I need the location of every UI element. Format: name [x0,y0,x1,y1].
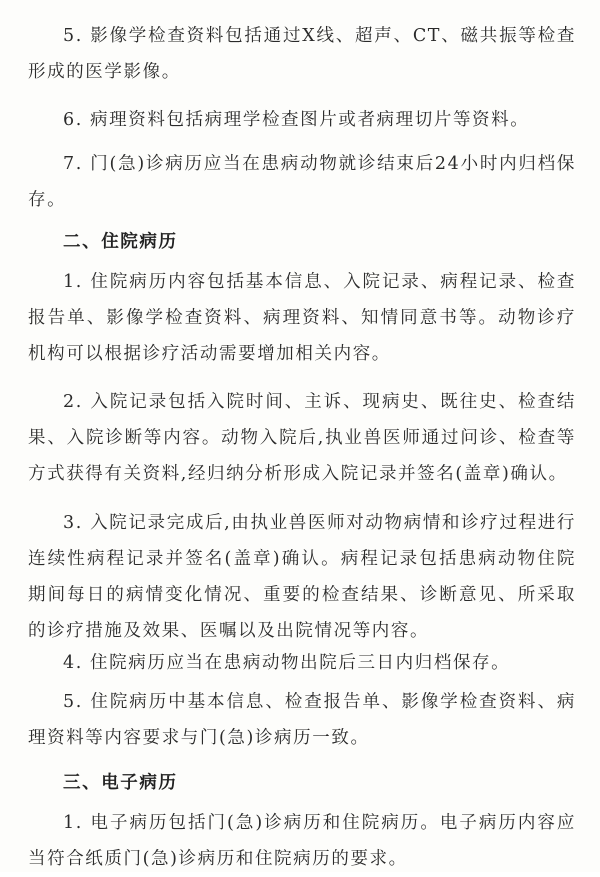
paragraph-pathology-data: 6. 病理资料包括病理学检查图片或者病理切片等资料。 [63,110,530,130]
paragraph-inpatient-consistency: 5. 住院病历中基本信息、检查报告单、影像学检查资料、病理资料等内容要求与门(急)诊病历一致。 [28,692,576,748]
paragraph-progress-record: 3. 入院记录完成后,由执业兽医师对动物病情和诊疗过程进行连续性病程记录并签名(盖章)确认。病程记录包括患病动物住院期间每日的病情变化情况、重要的检查结果、诊断意见、所采取的诊疗措施及效果、医嘱以及出院情况等内容。 [28,513,576,641]
section-heading-inpatient: 二、住院病历 [63,232,178,252]
paragraph-inpatient-content: 1. 住院病历内容包括基本信息、入院记录、病程记录、检查报告单、影像学检查资料、病理资料、知情同意书等。动物诊疗机构可以根据诊疗活动需要增加相关内容。 [28,272,576,364]
paragraph-inpatient-archive: 4. 住院病历应当在患病动物出院后三日内归档保存。 [63,653,511,673]
section-heading-electronic: 三、电子病历 [63,773,178,793]
paragraph-imaging-data: 5. 影像学检查资料包括通过X线、超声、CT、磁共振等检查形成的医学影像。 [28,26,576,82]
paragraph-electronic-records: 1. 电子病历包括门(急)诊病历和住院病历。电子病历内容应当符合纸质门(急)诊病历和住院病历的要求。 [28,813,576,869]
paragraph-admission-record: 2. 入院记录包括入院时间、主诉、现病史、既往史、检查结果、入院诊断等内容。动物入院后,执业兽医师通过问诊、检查等方式获得有关资料,经归纳分析形成入院记录并签名(盖章)确认。 [28,392,576,484]
paragraph-outpatient-archive: 7. 门(急)诊病历应当在患病动物就诊结束后24小时内归档保存。 [28,154,576,210]
